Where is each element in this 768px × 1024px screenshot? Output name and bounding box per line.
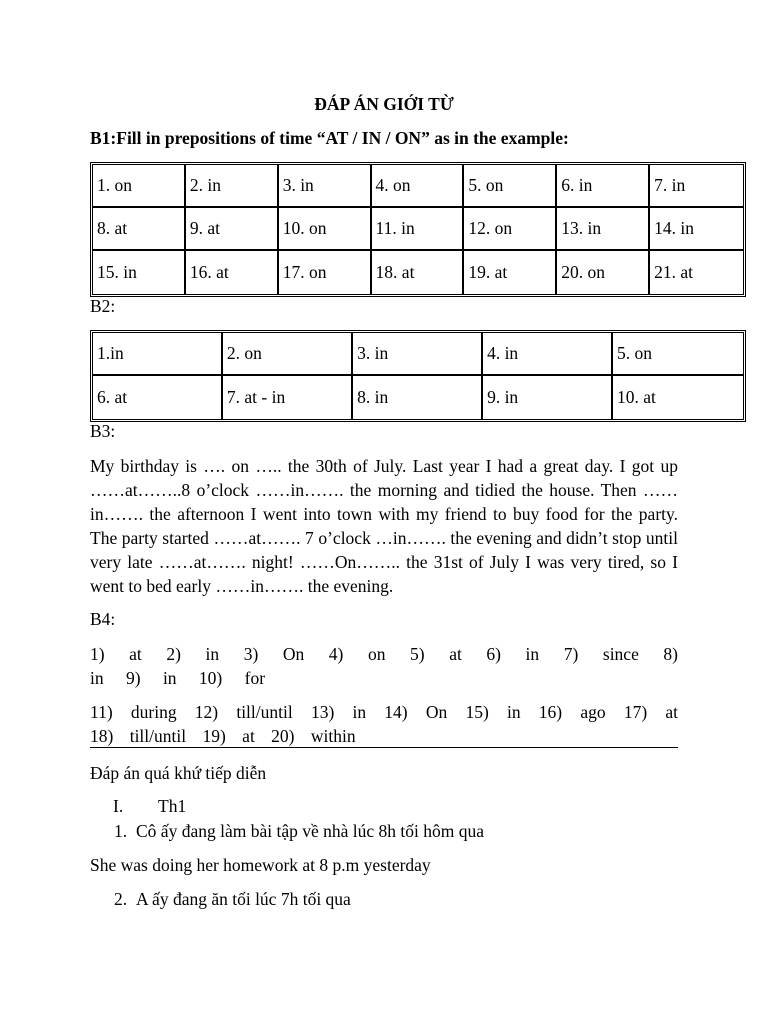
b4-label: B4: — [90, 609, 116, 629]
table-cell: 3. in — [279, 165, 372, 208]
table-row — [93, 165, 743, 208]
table-cell: 7. in — [650, 165, 743, 208]
table-cell: 3. in — [353, 333, 483, 376]
b4-answers-line-2: 11) during 12) till/until 13) in 14) On 15) in 16) ago 17) at 18) till/until 19) at 20) within — [90, 702, 678, 746]
table-cell: 5. on — [464, 165, 557, 208]
table-cell: 2. in — [186, 165, 279, 208]
past-continuous-heading: Đáp án quá khứ tiếp diễn — [90, 763, 267, 783]
table-cell: 19. at — [464, 251, 557, 294]
table-cell: 7. at - in — [223, 376, 353, 419]
table-cell: 4. on — [372, 165, 465, 208]
table-cell: 10. on — [279, 208, 372, 251]
item-1-text: Cô ấy đang làm bài tập về nhà lúc 8h tối hôm qua — [136, 821, 484, 841]
table-cell: 8. at — [93, 208, 186, 251]
table-cell: 11. in — [372, 208, 465, 251]
table-row — [93, 376, 743, 419]
table-cell: 16. at — [186, 251, 279, 294]
table-cell: 6. at — [93, 376, 223, 419]
table-cell: 1. on — [93, 165, 186, 208]
item-2-text: A ấy đang ăn tối lúc 7h tối qua — [136, 889, 351, 909]
b2-answer-table — [90, 330, 746, 422]
table-cell: 12. on — [464, 208, 557, 251]
item-1-answer: She was doing her homework at 8 p.m yesterday — [90, 855, 431, 875]
item-1-number: 1. — [114, 821, 128, 841]
table-cell: 4. in — [483, 333, 613, 376]
table-cell: 14. in — [650, 208, 743, 251]
table-cell: 8. in — [353, 376, 483, 419]
table-cell: 20. on — [557, 251, 650, 294]
b4-answers-line-1: 1) at 2) in 3) On 4) on 5) at 6) in 7) since 8) in 9) in 10) for — [90, 644, 678, 688]
b1-heading: B1:Fill in prepositions of time “AT / IN / ON” as in the example: — [90, 128, 569, 148]
table-cell: 17. on — [279, 251, 372, 294]
table-cell: 10. at — [616, 387, 656, 407]
b1-answer-table — [90, 162, 746, 297]
table-cell: 2. on — [223, 333, 353, 376]
table-cell: 9. in — [483, 376, 613, 419]
table-cell: 9. at — [186, 208, 279, 251]
page-title: ĐÁP ÁN GIỚI TỪ — [314, 94, 454, 114]
table-row — [93, 333, 743, 376]
table-cell: 13. in — [557, 208, 650, 251]
table-cell: 5. on — [613, 333, 743, 376]
b3-label: B3: — [90, 421, 116, 441]
table-cell: 6. in — [557, 165, 650, 208]
table-row — [93, 251, 743, 294]
section-number: I. — [113, 796, 124, 816]
table-cell: 1.in — [93, 333, 223, 376]
table-cell: 21. at — [654, 262, 693, 282]
section-title: Th1 — [158, 796, 187, 816]
table-cell: 18. at — [372, 251, 465, 294]
divider — [90, 747, 678, 748]
item-2-number: 2. — [114, 889, 128, 909]
b2-label: B2: — [90, 296, 116, 316]
table-row — [93, 208, 743, 251]
b3-paragraph: My birthday is …. on ….. the 30th of July. Last year I had a great day. I got up ……at……..8 o’clock ……in……. the morning and tidied the house. Then ……in……. the afternoon I went into town with my friend to buy food for the party. The party started ……at……. 7 o’clock …in……. the evening and didn’t stop until very late ……at……. night! ……On…….. the 31st of July I was very tired, so I went to bed early ……in……. the evening. — [90, 456, 678, 596]
table-cell: 15. in — [93, 251, 186, 294]
